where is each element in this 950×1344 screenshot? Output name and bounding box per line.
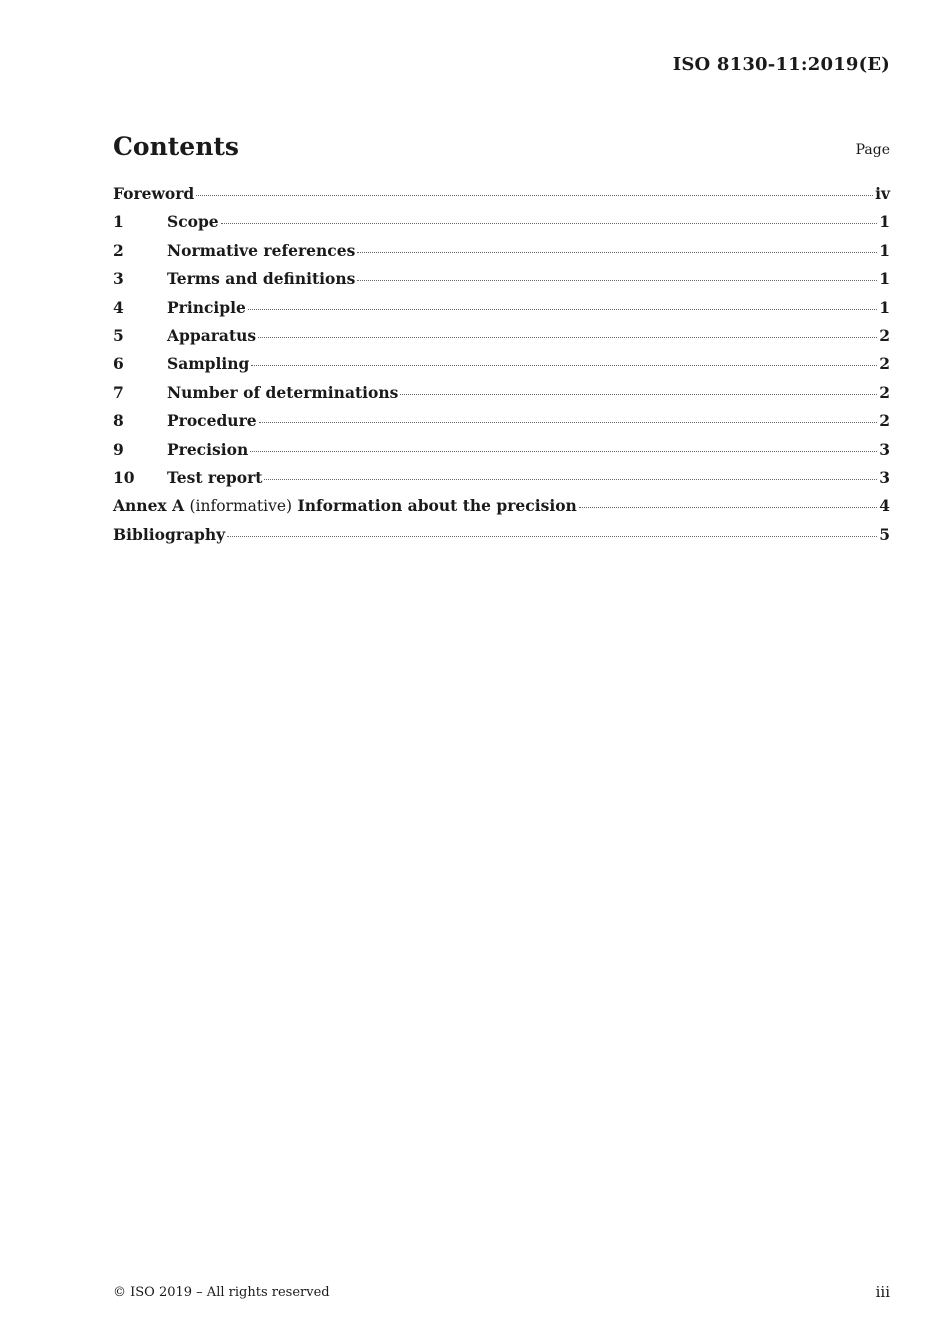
toc-entry-sampling[interactable]: [113, 354, 890, 382]
toc-entry-number: 8: [113, 411, 124, 431]
toc-entry-scope[interactable]: [113, 212, 890, 240]
toc-entry-page: 2: [879, 325, 890, 345]
toc-entry-terms-and-definitions[interactable]: [113, 269, 890, 297]
toc-entry-title: Terms and definitions: [167, 269, 356, 289]
toc-entry-page: 2: [879, 411, 890, 431]
dot-leader: [196, 195, 873, 196]
toc-entry-number: 6: [113, 354, 124, 374]
dot-leader: [400, 394, 877, 395]
toc-entry-title: [113, 496, 577, 515]
toc-entry-page: 4: [879, 496, 890, 516]
toc-entry-procedure[interactable]: [113, 411, 890, 439]
toc-entry-page: 1: [879, 212, 890, 232]
copyright-notice: © ISO 2019 – All rights reserved: [113, 1285, 330, 1300]
toc-entry-precision[interactable]: [113, 440, 890, 468]
toc-entry-title: Sampling: [167, 354, 250, 374]
toc-entry-principle[interactable]: [113, 298, 890, 326]
toc-entry-bibliography[interactable]: [113, 525, 890, 553]
dot-leader: [357, 280, 877, 281]
toc-entry-title: Bibliography: [113, 524, 226, 544]
dot-leader: [248, 309, 877, 310]
toc-entry-number: 4: [113, 297, 124, 317]
toc-entry-title: Number of determinations: [167, 382, 399, 402]
toc-entry-title: Scope: [167, 212, 219, 232]
toc-entry-number-of-determinations[interactable]: [113, 383, 890, 411]
toc-entry-page: 5: [879, 524, 890, 544]
toc-entry-annex-a[interactable]: [113, 496, 890, 524]
dot-leader: [357, 252, 877, 253]
toc-entry-apparatus[interactable]: [113, 326, 890, 354]
dot-leader: [250, 451, 877, 452]
toc-entry-title: Test report: [167, 467, 263, 487]
toc-entry-page: 2: [879, 354, 890, 374]
toc-entry-page: 1: [879, 240, 890, 260]
dot-leader: [258, 337, 877, 338]
dot-leader: [579, 507, 877, 508]
contents-title: Contents: [113, 132, 240, 161]
dot-leader: [264, 479, 877, 480]
toc-entry-number: 5: [113, 325, 124, 345]
annex-qualifier: (informative): [189, 497, 293, 516]
toc-entry-number: 3: [113, 269, 124, 289]
toc-entry-page: 3: [879, 467, 890, 487]
toc-entry-title: Foreword: [113, 184, 195, 203]
toc-entry-normative-references[interactable]: [113, 241, 890, 269]
toc-entry-number: 2: [113, 240, 124, 260]
toc-entry-title: Apparatus: [167, 325, 257, 345]
dot-leader: [251, 365, 877, 366]
toc-entry-test-report[interactable]: [113, 468, 890, 496]
table-of-contents: [113, 184, 890, 553]
annex-title: Information about the precision: [297, 496, 577, 516]
toc-entry-page: 1: [879, 297, 890, 317]
page-column-label: Page: [855, 142, 890, 158]
toc-entry-number: 10: [113, 467, 135, 487]
annex-label: Annex A: [113, 496, 185, 516]
page-number: iii: [875, 1283, 890, 1301]
toc-entry-page: 2: [879, 382, 890, 402]
toc-entry-page: iv: [875, 184, 890, 203]
document-id: ISO 8130-11:2019(E): [672, 54, 890, 75]
toc-entry-title: Principle: [167, 297, 246, 317]
toc-entry-title: Procedure: [167, 411, 257, 431]
dot-leader: [221, 223, 878, 224]
toc-entry-page: 3: [879, 439, 890, 459]
toc-entry-title: Precision: [167, 439, 249, 459]
toc-entry-number: 9: [113, 439, 124, 459]
dot-leader: [227, 536, 877, 537]
dot-leader: [259, 422, 878, 423]
toc-entry-number: 1: [113, 212, 124, 232]
toc-entry-page: 1: [879, 269, 890, 289]
toc-entry-title: Normative references: [167, 240, 356, 260]
toc-entry-number: 7: [113, 382, 124, 402]
toc-entry-foreword[interactable]: [113, 184, 890, 212]
